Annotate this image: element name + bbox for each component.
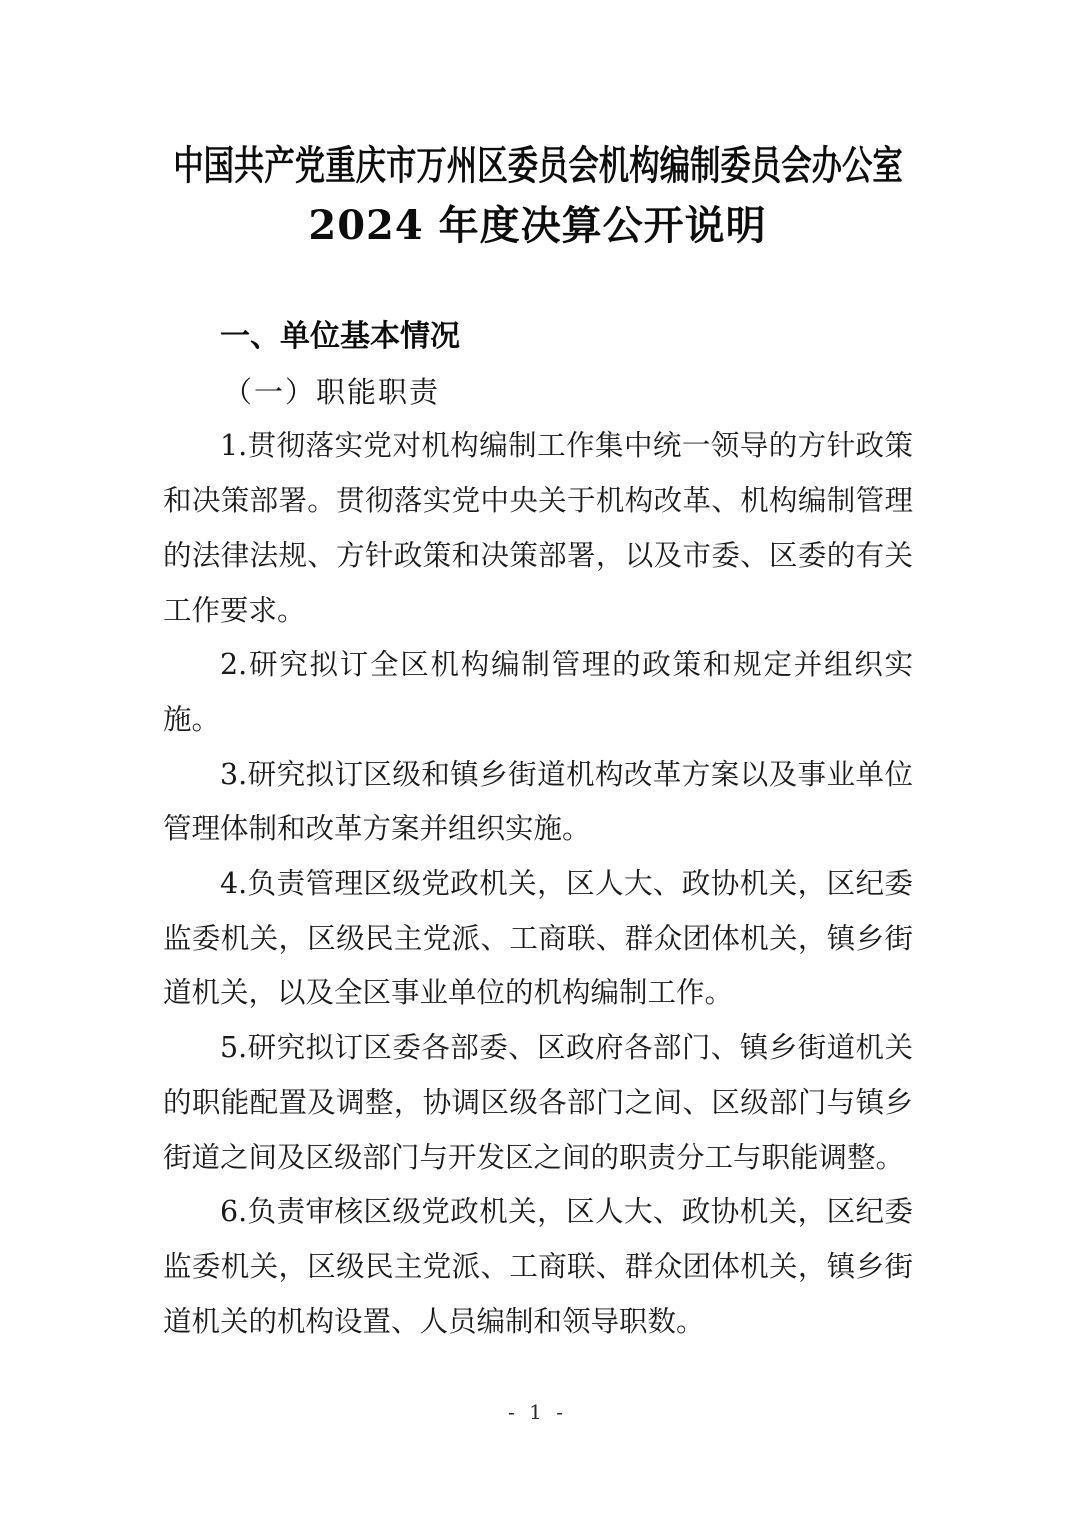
- paragraph-4: 4.负责管理区级党政机关，区人大、政协机关，区纪委监委机关，区级民主党派、工商联、群众团体机关，镇乡街道机关，以及全区事业单位的机构编制工作。: [163, 867, 913, 1010]
- document-body: [163, 310, 913, 1349]
- subsection-heading: （一）职能职责: [223, 374, 441, 409]
- page-number: - 1 -: [508, 1400, 567, 1424]
- paragraph-5: 5.研究拟订区委各部委、区政府各部门、镇乡街道机关的职能配置及调整，协调区级各部门之间、区级部门与镇乡街道之间及区级部门与开发区之间的职责分工与职能调整。: [163, 1031, 913, 1174]
- page-footer: [0, 1400, 1075, 1424]
- title-line-1: [0, 136, 1075, 196]
- paragraph-3: 3.研究拟订区级和镇乡街道机构改革方案以及事业单位管理体制和改革方案并组织实施。: [163, 757, 913, 846]
- document-title: [0, 136, 1075, 256]
- paragraph-6: 6.负责审核区级党政机关，区人大、政协机关，区纪委监委机关，区级民主党派、工商联、群众团体机关，镇乡街道机关的机构设置、人员编制和领导职数。: [163, 1195, 913, 1338]
- title-line-1-text: 中国共产党重庆市万州区委员会机构编制委员会办公室: [172, 142, 903, 189]
- paragraph-2: 2.研究拟订全区机构编制管理的政策和规定并组织实施。: [163, 648, 913, 736]
- paragraph-1: 1.贯彻落实党对机构编制工作集中统一领导的方针政策和决策部署。贯彻落实党中央关于机构改革、机构编制管理的法律法规、方针政策和决策部署，以及市委、区委的有关工作要求。: [163, 429, 913, 627]
- section-heading: 一、单位基本情况: [220, 319, 460, 354]
- title-line-2: 2024 年度决算公开说明: [308, 202, 767, 249]
